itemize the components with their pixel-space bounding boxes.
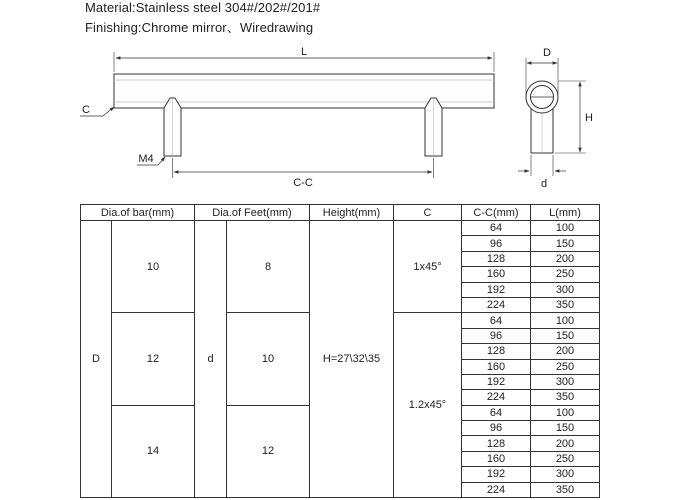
table-header-row <box>81 205 600 221</box>
table-row <box>81 221 600 236</box>
bar-symbol-cell: D <box>81 221 112 498</box>
header-cc: C-C(mm) <box>462 205 531 221</box>
l-cell: 200 <box>531 436 600 451</box>
c-cell: 1x45° <box>394 221 462 313</box>
feet-symbol-cell: d <box>195 221 227 498</box>
label-l: L <box>300 46 308 58</box>
header-height: Height(mm) <box>310 205 394 221</box>
cc-cell: 160 <box>462 359 531 374</box>
header-l: L(mm) <box>531 205 600 221</box>
c-cell: 1.2x45° <box>394 313 462 498</box>
cc-cell: 96 <box>462 328 531 343</box>
cc-cell: 192 <box>462 467 531 482</box>
cc-cell: 192 <box>462 282 531 297</box>
label-small-d: d <box>540 178 548 190</box>
l-cell: 150 <box>531 421 600 436</box>
label-m4: M4 <box>138 153 154 165</box>
finishing-line: Finishing:Chrome mirror、Wiredrawing <box>85 20 314 35</box>
m4-leader <box>158 157 165 165</box>
cc-cell: 160 <box>462 267 531 282</box>
l-cell: 300 <box>531 282 600 297</box>
l-cell: 350 <box>531 297 600 312</box>
label-h: H <box>585 112 593 124</box>
feet-dia-cell: 8 <box>227 221 310 313</box>
header-c: C <box>394 205 462 221</box>
feet-dia-cell: 12 <box>227 405 310 497</box>
l-cell: 200 <box>531 344 600 359</box>
bar-dia-cell: 12 <box>112 313 195 405</box>
cc-cell: 224 <box>462 390 531 405</box>
material-line: Material:Stainless steel 304#/202#/201# <box>85 0 321 15</box>
cc-cell: 224 <box>462 482 531 497</box>
l-cell: 250 <box>531 267 600 282</box>
l-cell: 100 <box>531 221 600 236</box>
handle-end-view <box>518 58 586 176</box>
cc-cell: 128 <box>462 251 531 266</box>
l-cell: 100 <box>531 405 600 420</box>
bar-dia-cell: 14 <box>112 405 195 497</box>
l-cell: 150 <box>531 236 600 251</box>
cc-cell: 128 <box>462 344 531 359</box>
label-c: C <box>82 104 90 116</box>
header-dia-feet: Dia.of Feet(mm) <box>195 205 310 221</box>
l-cell: 350 <box>531 390 600 405</box>
c-leader <box>103 107 114 116</box>
bar-dia-cell: 10 <box>112 221 195 313</box>
cc-cell: 64 <box>462 221 531 236</box>
cc-cell: 128 <box>462 436 531 451</box>
l-cell: 300 <box>531 374 600 389</box>
cc-cell: 192 <box>462 374 531 389</box>
cc-cell: 96 <box>462 421 531 436</box>
height-cell: H=27\32\35 <box>310 221 394 498</box>
cc-cell: 224 <box>462 297 531 312</box>
label-d: D <box>543 47 551 59</box>
cc-cell: 64 <box>462 313 531 328</box>
l-cell: 300 <box>531 467 600 482</box>
l-cell: 100 <box>531 313 600 328</box>
header-dia-bar: Dia.of bar(mm) <box>81 205 195 221</box>
cc-cell: 160 <box>462 451 531 466</box>
feet-dia-cell: 10 <box>227 313 310 405</box>
l-cell: 250 <box>531 359 600 374</box>
label-cc: C-C <box>293 177 313 189</box>
spec-table <box>80 204 600 498</box>
cc-cell: 96 <box>462 236 531 251</box>
l-cell: 200 <box>531 251 600 266</box>
l-cell: 150 <box>531 328 600 343</box>
l-cell: 350 <box>531 482 600 497</box>
technical-drawing <box>0 0 700 200</box>
cc-cell: 64 <box>462 405 531 420</box>
l-cell: 250 <box>531 451 600 466</box>
